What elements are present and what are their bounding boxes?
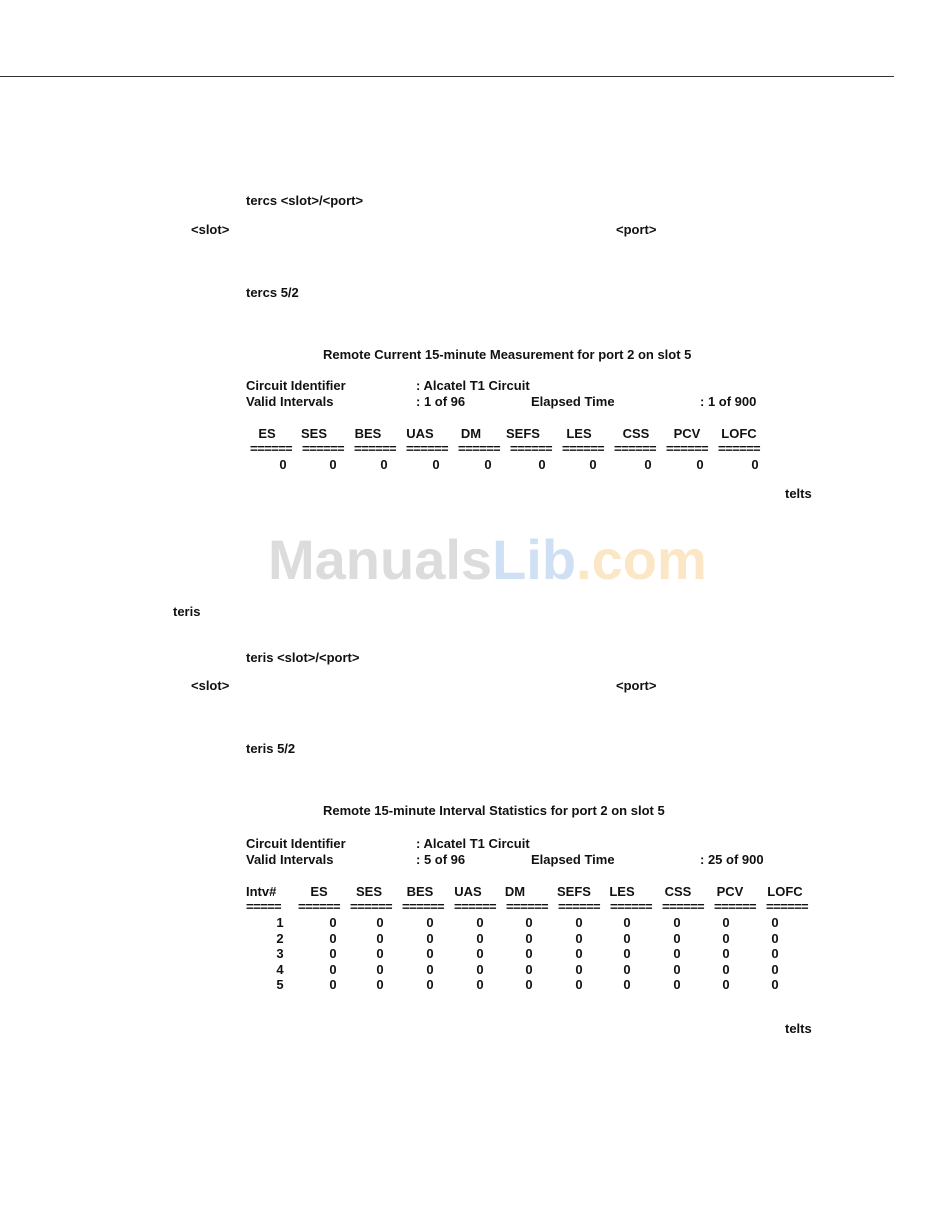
tercs-col-css: CSS — [622, 426, 650, 441]
teris-value-cell: 0 — [722, 977, 730, 992]
teris-example: teris 5/2 — [246, 741, 296, 756]
teris-value-cell: 0 — [476, 977, 484, 992]
teris-elapsed-label: Elapsed Time — [531, 852, 615, 867]
teris-command-heading: teris — [173, 604, 201, 619]
teris-valid-intervals-label: Valid Intervals — [246, 852, 334, 867]
manualslib-watermark-logo: ManualsLib.com — [268, 528, 707, 591]
teris-value-cell: 0 — [376, 930, 384, 946]
teris-value-cell: 0 — [525, 977, 533, 992]
teris-table-row — [246, 962, 816, 977]
teris-value-cell: 0 — [771, 961, 779, 977]
teris-sep-5: ====== — [454, 899, 496, 914]
tercs-sep-6: ====== — [510, 441, 552, 456]
tercs-valid-intervals-value: : 1 of 96 — [416, 394, 466, 409]
teris-sep-9: ====== — [662, 899, 704, 914]
teris-table-header — [246, 884, 816, 899]
teris-value-cell: 0 — [722, 930, 730, 946]
teris-value-cell: 0 — [722, 915, 730, 930]
teris-value-cell: 0 — [376, 961, 384, 977]
teris-col-css: CSS — [664, 884, 692, 899]
teris-value-cell: 0 — [376, 946, 384, 961]
tercs-val-ses: 0 — [329, 457, 337, 472]
tercs-param-port: <port> — [616, 222, 657, 237]
teris-value-cell: 0 — [426, 930, 434, 946]
teris-sep-11: ====== — [766, 899, 808, 914]
tercs-val-css: 0 — [644, 457, 652, 472]
teris-value-cell: 0 — [575, 946, 583, 961]
teris-value-cell: 0 — [623, 930, 631, 946]
teris-col-sefs: SEFS — [557, 884, 591, 899]
teris-value-cell: 0 — [771, 930, 779, 946]
teris-sep-8: ====== — [610, 899, 652, 914]
teris-param-port: <port> — [616, 678, 657, 693]
tercs-val-sefs: 0 — [538, 457, 546, 472]
tercs-sep-10: ====== — [718, 441, 760, 456]
teris-value-cell: 0 — [673, 930, 681, 946]
teris-value-cell: 0 — [771, 946, 779, 961]
teris-value-cell: 0 — [673, 961, 681, 977]
teris-sep-7: ====== — [558, 899, 600, 914]
teris-table-row — [246, 946, 816, 961]
tercs-table-separator — [246, 441, 766, 456]
tercs-col-dm: DM — [460, 426, 482, 441]
teris-value-cell: 0 — [426, 961, 434, 977]
teris-output-title: Remote 15-minute Interval Statistics for port 2 on slot 5 — [323, 803, 665, 818]
teris-table-row — [246, 915, 816, 930]
tercs-param-slot: <slot> — [191, 222, 230, 237]
tercs-table-header — [246, 426, 766, 441]
teris-circuit-id-label: Circuit Identifier — [246, 836, 346, 851]
tercs-valid-intervals-label: Valid Intervals — [246, 394, 334, 409]
tercs-elapsed-value: : 1 of 900 — [700, 394, 757, 409]
teris-value-cell: 0 — [722, 946, 730, 961]
teris-value-cell: 0 — [525, 930, 533, 946]
teris-value-cell: 0 — [329, 961, 337, 977]
tercs-table-row — [246, 457, 766, 472]
teris-syntax: teris <slot>/<port> — [246, 650, 360, 665]
tercs-col-les: LES — [566, 426, 592, 441]
tercs-val-pcv: 0 — [696, 457, 704, 472]
teris-value-cell: 0 — [575, 915, 583, 930]
tercs-col-es: ES — [258, 426, 276, 441]
teris-sep-2: ====== — [298, 899, 340, 914]
teris-value-cell: 0 — [476, 961, 484, 977]
tercs-val-dm: 0 — [484, 457, 492, 472]
teris-col-es: ES — [310, 884, 328, 899]
tercs-col-uas: UAS — [406, 426, 434, 441]
teris-interval-number: 4 — [276, 961, 284, 977]
teris-col-ses: SES — [355, 884, 382, 899]
teris-sep-4: ====== — [402, 899, 444, 914]
tercs-circuit-id-value: : Alcatel T1 Circuit — [416, 378, 530, 393]
teris-value-cell: 0 — [623, 946, 631, 961]
teris-value-cell: 0 — [623, 977, 631, 992]
teris-sep-3: ====== — [350, 899, 392, 914]
teris-value-cell: 0 — [771, 977, 779, 992]
teris-sep-6: ====== — [506, 899, 548, 914]
teris-related-command: telts — [785, 1021, 812, 1036]
tercs-sep-3: ====== — [354, 441, 396, 456]
teris-value-cell: 0 — [426, 977, 434, 992]
tercs-sep-9: ====== — [666, 441, 708, 456]
teris-col-pcv: PCV — [716, 884, 744, 899]
teris-interval-number: 2 — [276, 930, 284, 946]
teris-value-cell: 0 — [673, 946, 681, 961]
tercs-sep-4: ====== — [406, 441, 448, 456]
tercs-circuit-id-label: Circuit Identifier — [246, 378, 346, 393]
teris-value-cell: 0 — [623, 961, 631, 977]
tercs-example: tercs 5/2 — [246, 285, 299, 300]
teris-col-intv: Intv# — [246, 884, 277, 899]
tercs-sep-5: ====== — [458, 441, 500, 456]
teris-table-row — [246, 977, 816, 992]
teris-value-cell: 0 — [525, 946, 533, 961]
teris-col-lofc: LOFC — [767, 884, 803, 899]
teris-value-cell: 0 — [476, 930, 484, 946]
teris-col-dm: DM — [504, 884, 526, 899]
tercs-elapsed-label: Elapsed Time — [531, 394, 615, 409]
teris-col-bes: BES — [406, 884, 434, 899]
teris-value-cell: 0 — [329, 946, 337, 961]
tercs-col-bes: BES — [354, 426, 382, 441]
teris-value-cell: 0 — [329, 930, 337, 946]
teris-col-les: LES — [609, 884, 635, 899]
tercs-val-bes: 0 — [380, 457, 388, 472]
tercs-val-lofc: 0 — [751, 457, 759, 472]
tercs-syntax: tercs <slot>/<port> — [246, 193, 364, 208]
teris-interval-number: 1 — [276, 915, 284, 930]
tercs-sep-7: ====== — [562, 441, 604, 456]
teris-value-cell: 0 — [623, 915, 631, 930]
teris-value-cell: 0 — [476, 946, 484, 961]
teris-value-cell: 0 — [673, 977, 681, 992]
tercs-col-lofc: LOFC — [721, 426, 757, 441]
teris-value-cell: 0 — [426, 915, 434, 930]
teris-param-slot: <slot> — [191, 678, 230, 693]
tercs-related-command: telts — [785, 486, 812, 501]
teris-value-cell: 0 — [575, 977, 583, 992]
teris-value-cell: 0 — [376, 977, 384, 992]
teris-value-cell: 0 — [329, 977, 337, 992]
teris-col-uas: UAS — [454, 884, 482, 899]
teris-interval-number: 5 — [276, 977, 284, 992]
tercs-sep-1: ====== — [250, 441, 292, 456]
teris-valid-intervals-value: : 5 of 96 — [416, 852, 466, 867]
teris-value-cell: 0 — [426, 946, 434, 961]
tercs-val-les: 0 — [589, 457, 597, 472]
tercs-val-uas: 0 — [432, 457, 440, 472]
teris-value-cell: 0 — [575, 930, 583, 946]
tercs-sep-2: ====== — [302, 441, 344, 456]
teris-value-cell: 0 — [673, 915, 681, 930]
header-rule — [0, 76, 894, 77]
teris-sep-1: ===== — [246, 899, 281, 914]
tercs-output-title: Remote Current 15-minute Measurement for port 2 on slot 5 — [323, 347, 692, 362]
teris-value-cell: 0 — [329, 915, 337, 930]
tercs-val-es: 0 — [279, 457, 287, 472]
teris-value-cell: 0 — [525, 915, 533, 930]
teris-interval-number: 3 — [276, 946, 284, 961]
teris-value-cell: 0 — [476, 915, 484, 930]
teris-table-separator — [246, 899, 816, 914]
teris-circuit-id-value: : Alcatel T1 Circuit — [416, 836, 530, 851]
teris-value-cell: 0 — [771, 915, 779, 930]
tercs-col-ses: SES — [300, 426, 327, 441]
teris-value-cell: 0 — [722, 961, 730, 977]
teris-value-cell: 0 — [525, 961, 533, 977]
tercs-col-sefs: SEFS — [506, 426, 540, 441]
teris-table-row — [246, 931, 816, 946]
teris-sep-10: ====== — [714, 899, 756, 914]
teris-value-cell: 0 — [376, 915, 384, 930]
tercs-sep-8: ====== — [614, 441, 656, 456]
tercs-col-pcv: PCV — [673, 426, 701, 441]
teris-elapsed-value: : 25 of 900 — [700, 852, 764, 867]
teris-value-cell: 0 — [575, 961, 583, 977]
